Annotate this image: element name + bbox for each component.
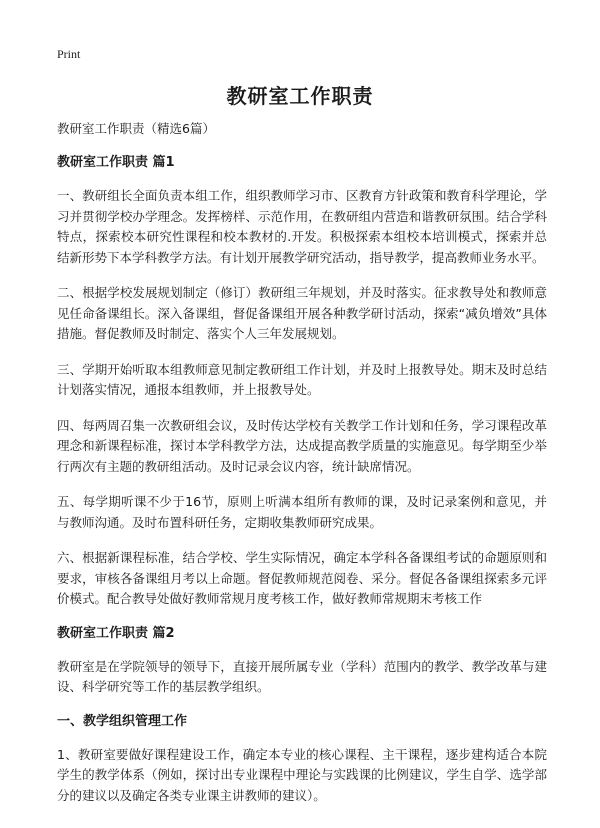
section-2-paragraph: 1、教研室要做好课程建设工作，确定本专业的核心课程、主干课程，逐步建构适合本院学生的教学体系（例如，探讨出专业课程中理论与实践课的比例建议，学生自学、选学部分的建议以及确定各类专业课主讲教师的建议）。 [57, 746, 547, 803]
section-1-paragraph: 三、学期开始听取本组教师意见制定教研组工作计划，并及时上报教导处。期末及时总结计划落实情况，通报本组教师，并上报教导处。 [57, 361, 547, 397]
section-1-paragraph: 一、教研组长全面负责本组工作，组织教师学习市、区教育方针政策和教育科学理论，学习并贯彻学校办学理念。发挥榜样、示范作用，在教研组内营造和谐教研氛围。结合学科特点，探索校本研究性课程和校本教材的.开发。积极探索本组校本培训模式，探索并总结新形势下本学科教学方法。有计划开展教学研究活动，指导教学，提高教师业务水平。 [57, 188, 547, 265]
section-1-paragraph: 五、每学期听课不少于16节，原则上听满本组所有教师的课，及时记录案例和意见，并与教师沟通。及时布置科研任务，定期收集教师研究成果。 [57, 494, 547, 530]
section-2-heading: 教研室工作职责 篇2 [57, 625, 175, 641]
section-2-subheading: 一、教学组织管理工作 [57, 713, 188, 729]
section-2-intro: 教研室是在学院领导的领导下，直接开展所属专业（学科）范围内的教学、教学改革与建设、科学研究等工作的基层教学组织。 [57, 658, 547, 694]
section-1-paragraph: 六、根据新课程标准，结合学校、学生实际情况，确定本学科各备课组考试的命题原则和要求，审核各备课组月考以上命题。督促教师规范阅卷、采分。督促各备课组探索多元评价模式。配合教导处做好教师常规月度考核工作，做好教师常规期末考核工作 [57, 550, 547, 606]
section-1-paragraph: 二、根据学校发展规划制定（修订）教研组三年规划，并及时落实。征求教导处和教师意见任命备课组长。深入备课组，督促备课组开展各种教学研讨活动，探索“减负增效”具体措施。督促教师及时制定、落实个人三年发展规划。 [57, 285, 547, 341]
document-body [57, 120, 547, 821]
page-title: 教研室工作职责 [226, 84, 374, 108]
section-1-heading: 教研室工作职责 篇1 [57, 155, 175, 170]
section-1-paragraph: 四、每两周召集一次教研组会议，及时传达学校有关教学工作计划和任务，学习课程改革理念和新课程标准，探讨本学科教学方法，达成提高教学质量的实施意见。每学期至少举行两次有主题的教研组活动。及时记录会议内容，统计缺席情况。 [57, 417, 547, 474]
print-link[interactable]: Print [57, 47, 81, 61]
document-subtitle: 教研室工作职责（精选6篇） [57, 121, 215, 136]
